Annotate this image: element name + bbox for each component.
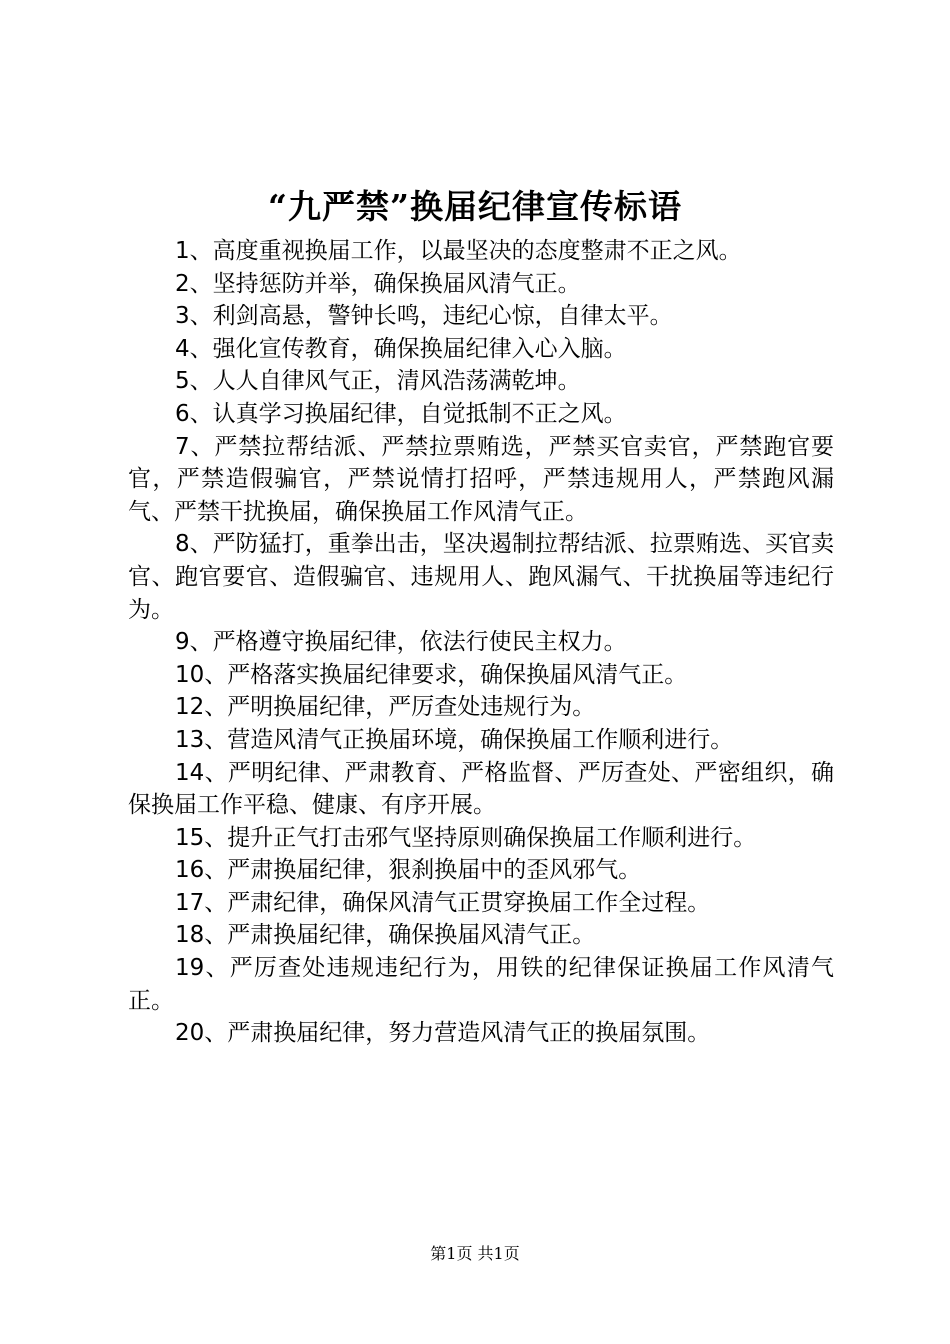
slogan-item-1: 1、高度重视换届工作，以最坚决的态度整肃不正之风。 [175,238,742,264]
slogan-item-2: 2、坚持惩防并举，确保换届风清气正。 [175,270,581,297]
slogan-item-14: 14、严明纪律、严肃教育、严格监督、严厉查处、严密组织，确保换届工作平稳、健康、有序开展。 [128,759,834,819]
document-title: “九严禁”换届纪律宣传标语 [268,187,682,226]
slogan-item-18: 18、严肃换届纪律，确保换届风清气正。 [175,922,596,949]
slogan-list [128,235,834,1050]
page-footer: 第1页 共1页 [430,1244,520,1263]
slogan-item-9: 9、严格遵守换届纪律，依法行使民主权力。 [175,629,627,656]
slogan-item-20: 20、严肃换届纪律，努力营造风清气正的换届氛围。 [175,1020,711,1047]
slogan-item-10: 10、严格落实换届纪律要求，确保换届风清气正。 [175,661,688,688]
slogan-item-3: 3、利剑高悬，警钟长鸣，违纪心惊，自律太平。 [175,303,673,330]
slogan-item-19: 19、严厉查处违规违纪行为，用铁的纪律保证换届工作风清气正。 [128,955,834,1014]
slogan-item-7: 7、严禁拉帮结派、严禁拉票贿选，严禁买官卖官，严禁跑官要官，严禁造假骗官，严禁说情打招呼，严禁违规用人，严禁跑风漏气、严禁干扰换届，确保换届工作风清气正。 [128,433,834,525]
slogan-item-6: 6、认真学习换届纪律，自觉抵制不正之风。 [175,400,627,427]
slogan-item-8: 8、严防猛打，重拳出击，坚决遏制拉帮结派、拉票贿选、买官卖官、跑官要官、造假骗官、违规用人、跑风漏气、干扰换届等违纪行为。 [128,531,834,623]
slogan-item-16: 16、严肃换届纪律，狠刹换届中的歪风邪气。 [175,857,642,884]
slogan-item-12: 12、严明换届纪律，严厉查处违规行为。 [175,694,596,721]
slogan-item-15: 15、提升正气打击邪气坚持原则确保换届工作顺利进行。 [175,824,757,851]
slogan-item-4: 4、强化宣传教育，确保换届纪律入心入脑。 [175,335,627,362]
slogan-item-17: 17、严肃纪律，确保风清气正贯穿换届工作全过程。 [175,889,711,916]
slogan-item-13: 13、营造风清气正换届环境，确保换届工作顺利进行。 [175,726,734,753]
slogan-item-5: 5、人人自律风气正，清风浩荡满乾坤。 [175,368,581,395]
